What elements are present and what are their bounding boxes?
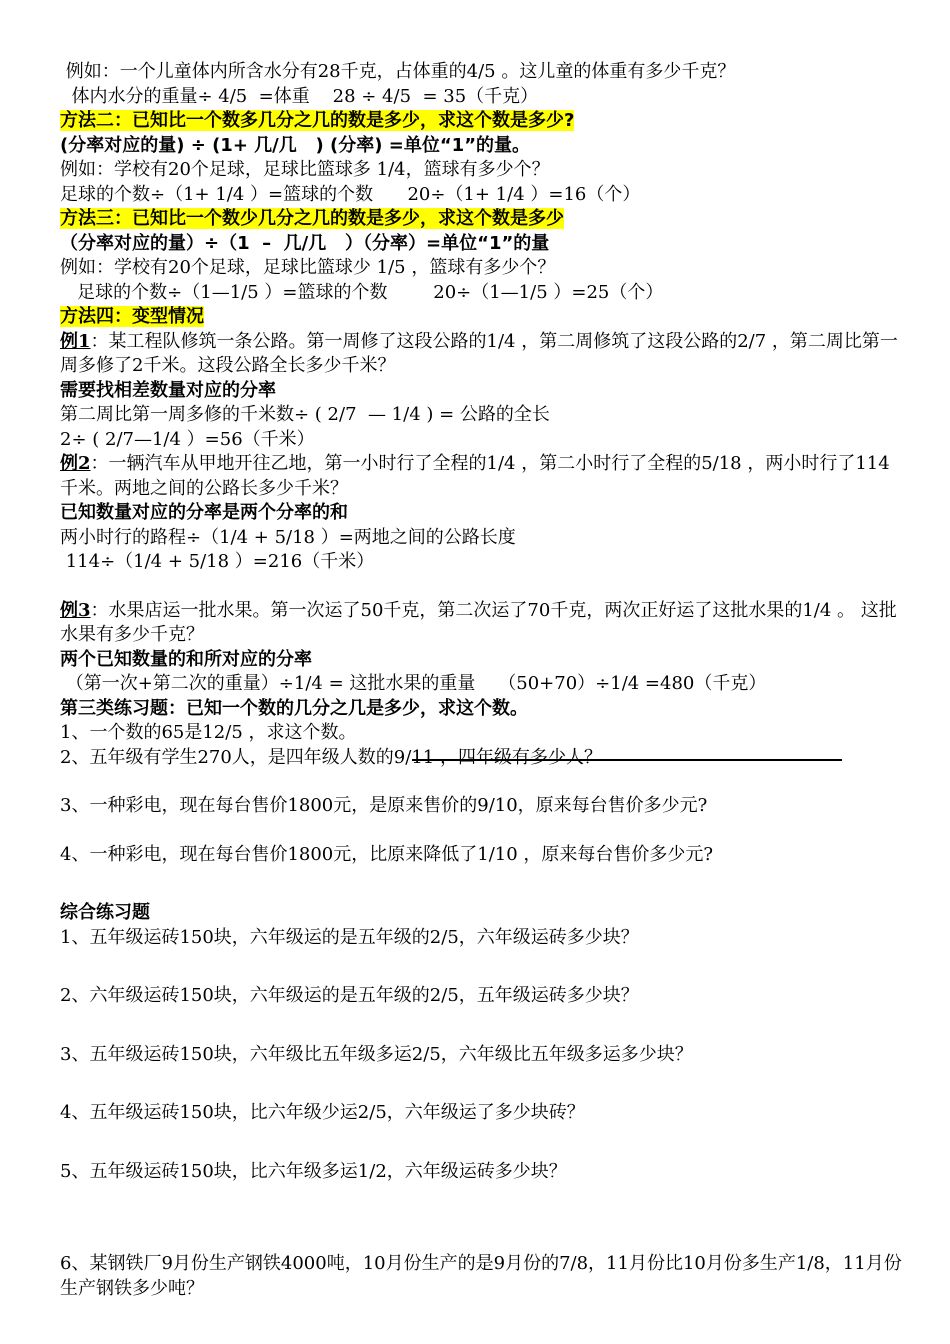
example3-hint: 两个已知数量的和所对应的分率 xyxy=(60,648,312,670)
method3-title xyxy=(60,207,910,232)
method2-title xyxy=(60,109,910,134)
example3-text: ：水果店运一批水果。第一次运了50千克，第二次运了70千克，两次正好运了这批水果的1/4 。 这批水果有多少千克？ xyxy=(60,599,897,645)
example2-label: 例2 xyxy=(60,453,91,474)
practice3-item-3: 3、一种彩电，现在每台售价1800元，是原来售价的9/10，原来每台售价多少元? xyxy=(60,795,708,816)
comprehensive-item-3: 3、五年级运砖150块，六年级比五年级多运2/5，六年级比五年级多运多少块？ xyxy=(60,1043,693,1065)
comprehensive-title: 综合练习题 xyxy=(60,902,150,923)
method2-formula: (分率对应的量) ÷ (1+ 几/几 ) (分率) =单位“1”的量。 xyxy=(60,134,531,156)
method2-title-text: 方法二：已知比一个数多几分之几的数是多少，求这个数是多少? xyxy=(60,110,575,131)
practice3-title: 第三类练习题：已知一个数的几分之几是多少，求这个数。 xyxy=(60,697,528,719)
example2-question xyxy=(60,452,910,501)
comprehensive-item-2: 2、六年级运砖150块，六年级运的是五年级的2/5，五年级运砖多少块？ xyxy=(60,985,639,1006)
practice3-item-1: 1、一个数的65是12/5 ，求这个数。 xyxy=(60,722,357,743)
method3-solution: 足球的个数÷（1—1/5 ）=篮球的个数 20÷（1—1/5 ）=25（个） xyxy=(60,281,664,303)
comprehensive-item-6: 6、某钢铁厂9月份生产钢铁4000吨，10月份生产的是9月份的7/8，11月份比10月份多生产1/8，11月份生产钢铁多少吨？ xyxy=(60,1253,902,1299)
example2-solution: 114÷（1/4 + 5/18 ）=216（千米） xyxy=(60,551,375,572)
example2-formula: 两小时行的路程÷（1/4 + 5/18 ）=两地之间的公路长度 xyxy=(60,526,516,548)
example1-label: 例1 xyxy=(60,330,91,352)
example1-solution: 2÷ ( 2/7—1/4 ）=56（千米） xyxy=(60,428,315,450)
practice3-item-2: 2、五年级有学生270人，是四年级人数的9/11 ，四年级有多少人？ xyxy=(60,746,910,771)
comprehensive-item-4: 4、五年级运砖150块，比六年级少运2/5，六年级运了多少块砖？ xyxy=(60,1102,585,1123)
method4-title xyxy=(60,305,910,330)
method3-formula: （分率对应的量）÷（1 – 几/几 ）（分率）=单位“1”的量 xyxy=(60,232,550,254)
example2-hint: 已知数量对应的分率是两个分率的和 xyxy=(60,502,348,523)
example3-label: 例3 xyxy=(60,599,91,621)
example1-hint: 需要找相差数量对应的分率 xyxy=(60,379,276,401)
example1-question xyxy=(60,330,910,379)
intro-example: 例如：一个儿童体内所含水分有28千克，占体重的4/5 。这儿童的体重有多少千克？ xyxy=(60,61,736,82)
example3-solution: （第一次+第二次的重量）÷1/4 = 这批水果的重量 （50+70）÷1/4 =480（千克） xyxy=(60,673,767,694)
example2-text: ：一辆汽车从甲地开往乙地，第一小时行了全程的1/4 ，第二小时行了全程的5/18 ，两小时行了114 千米。两地之间的公路长多少千米？ xyxy=(60,453,890,499)
method2-example: 例如：学校有20个足球，足球比篮球多 1/4，篮球有多少个？ xyxy=(60,159,550,180)
worksheet-page xyxy=(60,60,910,1301)
method3-title-text: 方法三：已知比一个数少几分之几的数是多少，求这个数是多少 xyxy=(60,208,564,229)
comprehensive-item-5: 5、五年级运砖150块，比六年级多运1/2，六年级运砖多少块？ xyxy=(60,1160,567,1182)
method3-example: 例如：学校有20个足球，足球比篮球少 1/5 ，篮球有多少个？ xyxy=(60,257,556,278)
comprehensive-item-1: 1、五年级运砖150块，六年级运的是五年级的2/5，六年级运砖多少块？ xyxy=(60,926,639,948)
method4-title-text: 方法四：变型情况 xyxy=(60,306,204,327)
intro-solution: 体内水分的重量÷ 4/5 =体重 28 ÷ 4/5 = 35（千克） xyxy=(60,85,539,107)
example1-formula: 第二周比第一周多修的千米数÷ ( 2/7 — 1/4 ) = 公路的全长 xyxy=(60,404,550,425)
practice3-item-4: 4、一种彩电，现在每台售价1800元，比原来降低了1/10 ，原来每台售价多少元? xyxy=(60,843,714,865)
example3-question xyxy=(60,599,910,648)
example1-text: ：某工程队修筑一条公路。第一周修了这段公路的1/4 ，第二周修筑了这段公路的2/7 ，第二周比第一周多修了2千米。这段公路全长多少千米？ xyxy=(60,330,898,376)
method2-solution: 足球的个数÷（1+ 1/4 ）=篮球的个数 20÷（1+ 1/4 ）=16（个） xyxy=(60,183,641,205)
